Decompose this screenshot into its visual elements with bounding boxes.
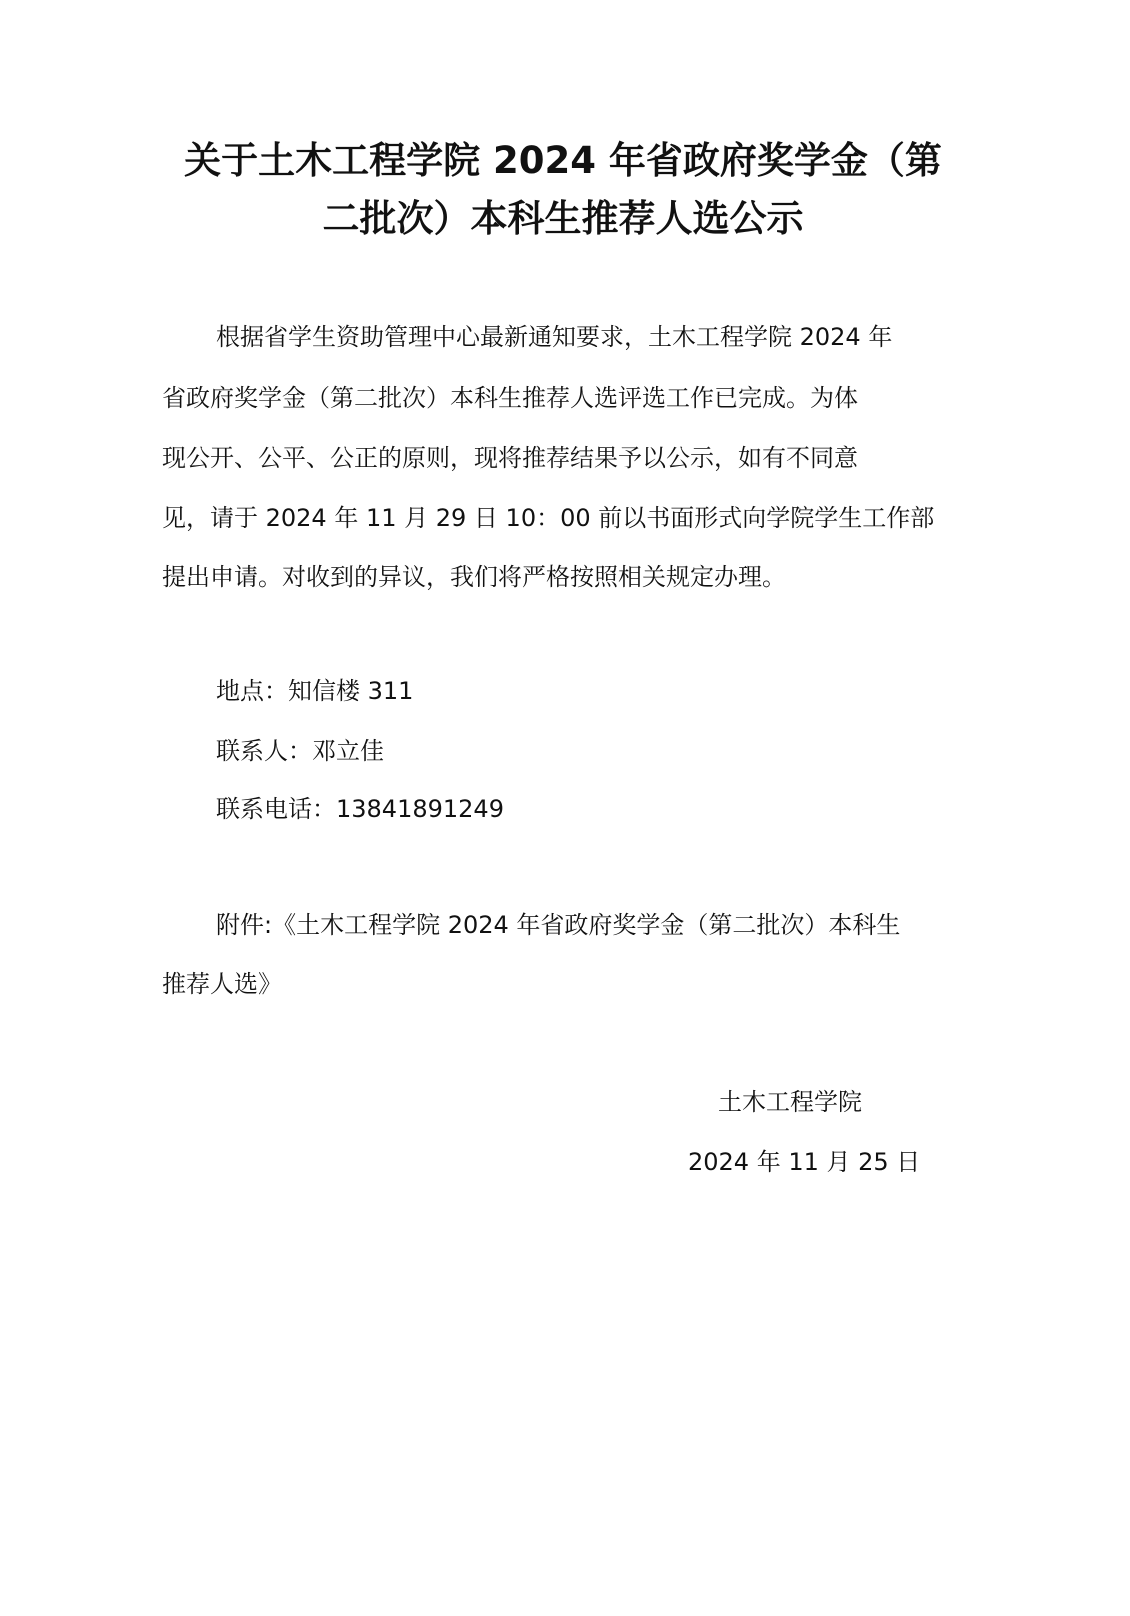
body-line-5: 提出申请。对收到的异议，我们将严格按照相关规定办理。 <box>162 563 786 591</box>
attachment-line-1: 附件:《土木工程学院 2024 年省政府奖学金（第二批次）本科生 <box>216 911 901 939</box>
body-line-2: 省政府奖学金（第二批次）本科生推荐人选评选工作已完成。为体 <box>162 384 858 412</box>
body-line-1: 根据省学生资助管理中心最新通知要求，土木工程学院 2024 年 <box>216 323 893 351</box>
attachment-line-2: 推荐人选》 <box>162 970 282 998</box>
document-title-line-2: 二批次）本科生推荐人选公示 <box>322 197 804 240</box>
body-line-4: 见，请于 2024 年 11 月 29 日 10：00 前以书面形式向学院学生工作部 <box>162 504 935 532</box>
body-line-3: 现公开、公平、公正的原则，现将推荐结果予以公示，如有不同意 <box>162 444 858 472</box>
contact-phone: 联系电话：13841891249 <box>216 795 504 823</box>
document-title-line-1: 关于土木工程学院 2024 年省政府奖学金（第 <box>184 139 942 182</box>
signature-date: 2024 年 11 月 25 日 <box>688 1148 921 1176</box>
contact-location: 地点：知信楼 311 <box>216 677 414 705</box>
signature-organization: 土木工程学院 <box>718 1088 862 1116</box>
contact-person: 联系人：邓立佳 <box>216 737 384 765</box>
